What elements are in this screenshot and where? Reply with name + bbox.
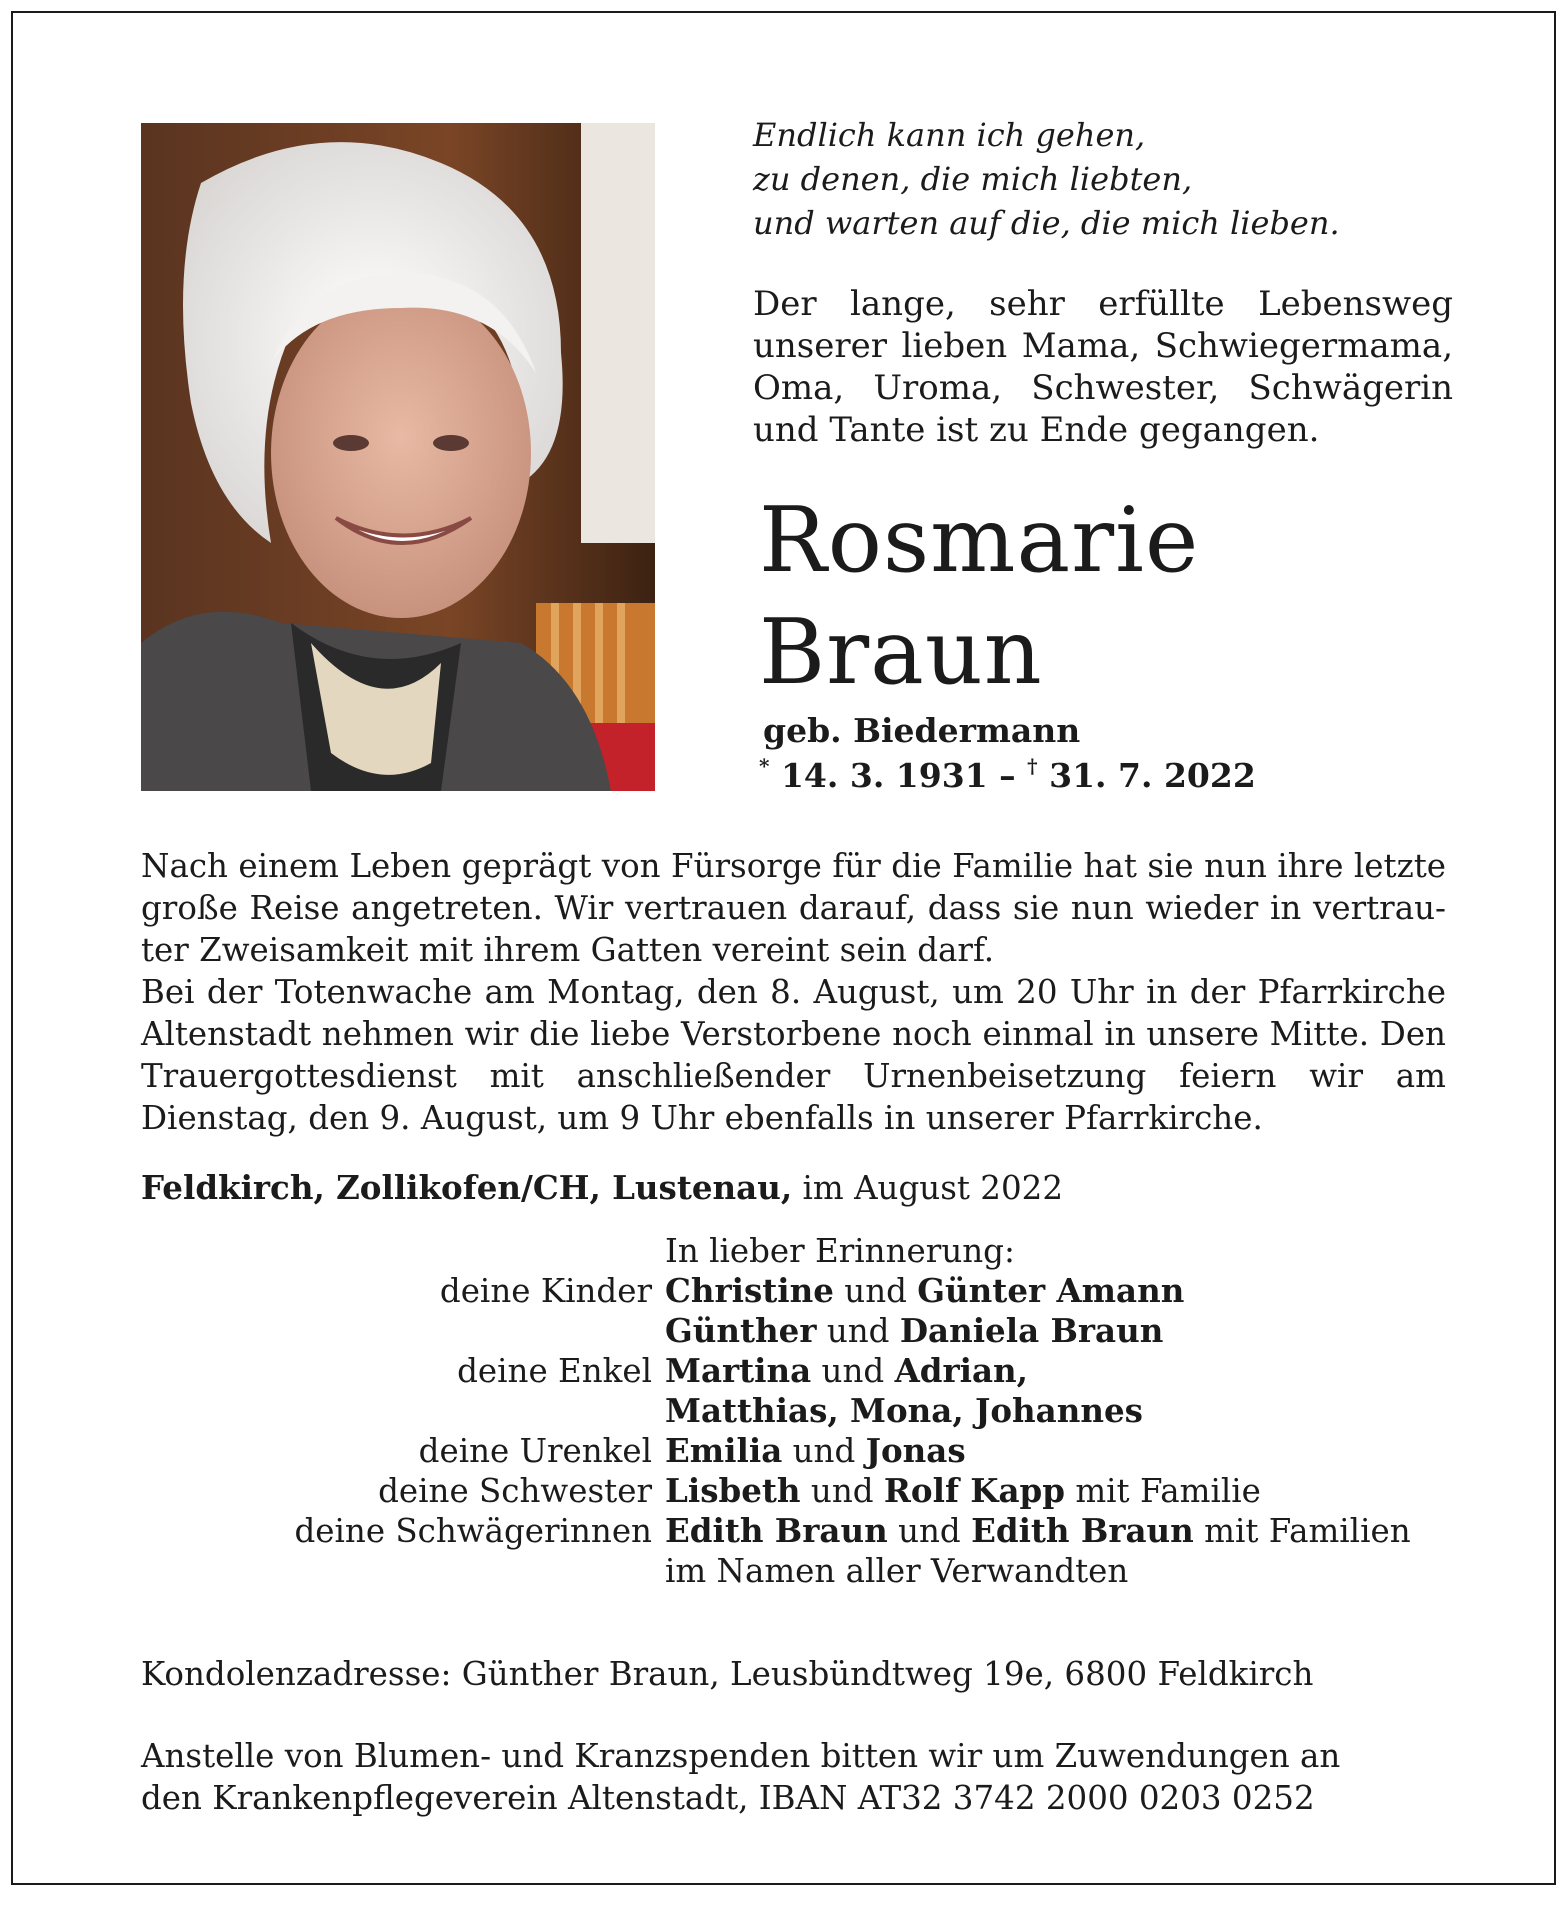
died-symbol: † (1027, 754, 1038, 778)
maiden-name: geb. Biedermann (763, 711, 1081, 750)
mourner-row (13, 1431, 1558, 1471)
conjunction: und (821, 1352, 885, 1390)
mourner-name: Günther (665, 1311, 817, 1350)
mourner-row (13, 1351, 1558, 1391)
mourner-name: Adrian, (894, 1351, 1028, 1390)
date-separator: – (999, 756, 1016, 795)
family-suffix: mit Familien (1204, 1512, 1411, 1550)
mourner-name: Edith Braun (665, 1511, 888, 1550)
obituary-notice (11, 11, 1556, 1885)
family-suffix: mit Familie (1075, 1472, 1261, 1510)
body-paragraph-1: Nach einem Leben geprägt von Fürsorge für die Familie hat sie nun ihre letzte große Reise angetreten. Wir vertrauen darauf, dass sie nun wieder in vertrau-ter Zweisamkeit mit ihrem Gatten vereint sein darf. (141, 847, 1446, 969)
poem-line: zu denen, die mich liebten, (753, 160, 1193, 198)
born-symbol: * (759, 754, 770, 778)
notice-date: im August 2022 (802, 1169, 1063, 1207)
obituary-body (141, 845, 1446, 1139)
conjunction: und (792, 1432, 856, 1470)
poem-line: Endlich kann ich gehen, (753, 116, 1146, 154)
donation-line: Anstelle von Blumen- und Kranzspenden bitten wir um Zuwendungen an (141, 1737, 1341, 1775)
intro-text: Der lange, sehr erfüllte Lebensweg unserer lieben Mama, Schwiegermama, Oma, Uroma, Schwester, Schwägerin und Tante ist zu Ende gegangen. (753, 284, 1453, 450)
relation-label: deine Urenkel (418, 1432, 652, 1470)
first-name: Rosmarie (759, 488, 1200, 593)
body-paragraph-2: Bei der Totenwache am Montag, den 8. August, um 20 Uhr in der Pfarrkirche Altenstadt nehmen wir die liebe Verstorbene noch einmal in unsere Mitte. Den Trauergottesdienst mit anschließender Urnenbeisetzung feiern wir am Dienstag, den 9. August, um 9 Uhr ebenfalls in unserer Pfarrkirche. (141, 973, 1446, 1137)
donation-note (141, 1735, 1461, 1819)
mourners-list (13, 1231, 1558, 1591)
mourner-name: Edith Braun (971, 1511, 1194, 1550)
mourner-name: Jonas (865, 1431, 966, 1470)
mourner-name: Martina (665, 1351, 812, 1390)
donation-line: den Krankenpflegeverein Altenstadt, IBAN AT32 3742 2000 0203 0252 (141, 1779, 1315, 1817)
mourner-row (13, 1511, 1558, 1551)
mourner-row (13, 1471, 1558, 1511)
mourner-row (13, 1311, 1558, 1351)
relation-label: deine Schwester (378, 1472, 652, 1510)
mourner-name: Rolf Kapp (883, 1471, 1065, 1510)
place-towns: Feldkirch, Zollikofen/CH, Lustenau, (141, 1168, 793, 1207)
mourner-name: Christine (665, 1271, 834, 1310)
mourner-name: Günter Amann (917, 1271, 1185, 1310)
place-date (141, 1168, 1063, 1208)
life-dates (759, 756, 1256, 796)
birth-date: 14. 3. 1931 (780, 756, 988, 795)
conjunction: und (898, 1512, 961, 1550)
mourner-name: Lisbeth (665, 1471, 801, 1510)
mourner-name: Daniela Braun (899, 1311, 1164, 1350)
mourner-name: Matthias, Mona, Johannes (665, 1391, 1143, 1430)
last-name: Braun (759, 600, 1043, 705)
poem-line: und warten auf die, die mich lieben. (753, 204, 1340, 242)
mourner-row (13, 1391, 1558, 1431)
death-date: 31. 7. 2022 (1049, 756, 1256, 795)
portrait-illustration (141, 123, 655, 791)
conjunction: und (810, 1472, 874, 1510)
relation-label: deine Kinder (439, 1272, 652, 1310)
relation-label: deine Enkel (457, 1352, 652, 1390)
mourners-heading: In lieber Erinnerung: (665, 1232, 1015, 1270)
mourner-name: Emilia (665, 1431, 783, 1470)
portrait-photo (141, 123, 655, 791)
deceased-name (759, 485, 1459, 709)
mourners-closing: im Namen aller Verwandten (665, 1552, 1129, 1590)
mourner-row (13, 1271, 1558, 1311)
relation-label: deine Schwägerinnen (294, 1512, 652, 1550)
condolence-address: Kondolenzadresse: Günther Braun, Leusbündtweg 19e, 6800 Feldkirch (141, 1655, 1314, 1693)
poem (753, 113, 1473, 245)
conjunction: und (844, 1272, 907, 1310)
conjunction: und (826, 1312, 890, 1350)
